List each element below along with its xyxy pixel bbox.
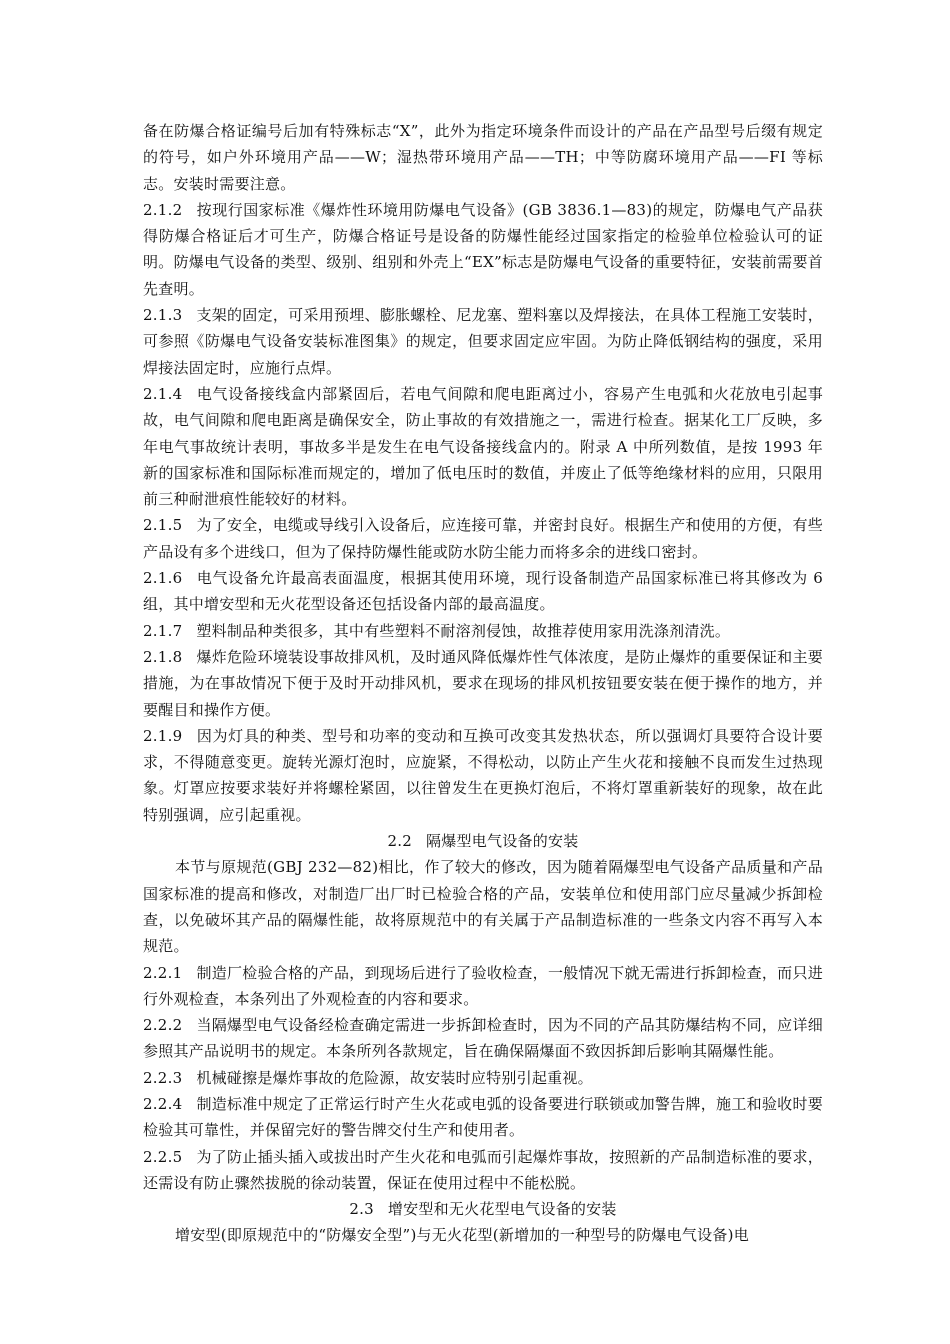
clause-number: 2.1.7 [143, 621, 183, 640]
clause-text: 为了安全，电缆或导线引入设备后，应连接可靠，并密封良好。根据生产和使用的方便，有些产品设有多个进线口，但为了保持防爆性能或防水防尘能力而将多余的进线口密封。 [143, 516, 823, 561]
clause-text: 电气设备允许最高表面温度，根据其使用环境，现行设备制造产品国家标准已将其修改为 6 组，其中增安型和无火花型设备还包括设备内部的最高温度。 [143, 569, 823, 614]
clause-2-1-8 [143, 644, 823, 723]
section-title: 隔爆型电气设备的安装 [426, 832, 579, 851]
clause-2-2-2 [143, 1012, 823, 1065]
clause-text: 支架的固定，可采用预埋、膨胀螺栓、尼龙塞、塑料塞以及焊接法，在具体工程施工安装时，可参照《防爆电气设备安装标准图集》的规定，但要求固定应牢固。为防止降低钢结构的强度，采用焊接法固定时，应施行点焊。 [143, 306, 823, 377]
clause-number: 2.1.9 [143, 726, 183, 745]
section-number: 2.3 [349, 1200, 374, 1219]
intro-continuation: 备在防爆合格证编号后加有特殊标志“X”，此外为指定环境条件而设计的产品在产品型号后缀有规定的符号，如户外环境用产品——W；湿热带环境用产品——TH；中等防腐环境用产品——FI 等标志。安装时需要注意。 [143, 122, 823, 193]
document-page [143, 118, 823, 1249]
clause-text: 当隔爆型电气设备经检查确定需进一步拆卸检查时，因为不同的产品其防爆结构不同，应详细参照其产品说明书的规定。本条所列各款规定，旨在确保隔爆面不致因拆卸后影响其隔爆性能。 [143, 1016, 823, 1061]
clause-number: 2.2.5 [143, 1147, 183, 1166]
clause-text: 为了防止插头插入或拔出时产生火花和电弧而引起爆炸事故，按照新的产品制造标准的要求，还需设有防止骤然拔脱的徐动装置，保证在使用过程中不能松脱。 [143, 1147, 823, 1192]
clause-2-1-7 [143, 618, 823, 644]
section-2-3-intro: 增安型(即原规范中的“防爆安全型”)与无火花型(新增加的一种型号的防爆电气设备)电 [175, 1226, 749, 1245]
clause-2-1-3 [143, 302, 823, 381]
clause-number: 2.1.4 [143, 384, 183, 403]
clause-text: 爆炸危险环境装设事故排风机，及时通风降低爆炸性气体浓度，是防止爆炸的重要保证和主要措施，为在事故情况下便于及时开动排风机，要求在现场的排风机按钮要安装在便于操作的地方，并要醒目和操作方便。 [143, 647, 823, 719]
clause-number: 2.2.1 [143, 963, 183, 982]
clause-2-1-4 [143, 381, 823, 512]
clause-text: 电气设备接线盒内部紧固后，若电气间隙和爬电距离过小，容易产生电弧和火花放电引起事故，电气间隙和爬电距离是确保安全，防止事故的有效措施之一，需进行检查。据某化工厂反映，多年电气事故统计表明，事故多半是发生在电气设备接线盒内的。附录 A 中所列数值，是按 1993 年新的国家标准和国际标准而规定的，增加了低电压时的数值，并废止了低等绝缘材料的应用，只限用前三种耐泄痕性能较好的材料。 [143, 384, 823, 509]
clause-number: 2.1.3 [143, 306, 183, 325]
section-heading-2-3 [143, 1196, 823, 1222]
clause-2-1-2 [143, 197, 823, 302]
clause-2-1-6 [143, 565, 823, 618]
clause-2-1-9 [143, 723, 823, 828]
clause-text: 塑料制品种类很多，其中有些塑料不耐溶剂侵蚀，故推荐使用家用洗涤剂清洗。 [196, 621, 731, 640]
clause-2-2-5 [143, 1144, 823, 1197]
clause-text: 机械碰擦是爆炸事故的危险源，故安装时应特别引起重视。 [196, 1068, 593, 1087]
clause-number: 2.1.5 [143, 516, 183, 535]
section-2-2-intro: 本节与原规范(GBJ 232—82)相比，作了较大的修改，因为随着隔爆型电气设备产品质量和产品国家标准的提高和修改，对制造厂出厂时已检验合格的产品，安装单位和使用部门应尽量减少拆卸检查，以免破坏其产品的隔爆性能，故将原规范中的有关属于产品制造标准的一些条文内容不再写入本规范。 [143, 858, 823, 956]
clause-text: 因为灯具的种类、型号和功率的变动和互换可改变其发热状态，所以强调灯具要符合设计要求，不得随意变更。旋转光源灯泡时，应旋紧，不得松动，以防止产生火花和接触不良而发生过热现象。灯罩应按要求装好并将螺栓紧固，以往曾发生在更换灯泡后，不将灯罩重新装好的现象，故在此特别强调，应引起重视。 [143, 726, 823, 824]
clause-number: 2.2.2 [143, 1016, 183, 1035]
section-number: 2.2 [387, 832, 413, 851]
clause-number: 2.1.6 [143, 569, 183, 588]
clause-number: 2.1.2 [143, 200, 183, 219]
clause-number: 2.2.4 [143, 1094, 183, 1113]
section-heading-2-2 [143, 828, 823, 854]
clause-2-1-5 [143, 512, 823, 565]
clause-2-2-4 [143, 1091, 823, 1144]
clause-text: 按现行国家标准《爆炸性环境用防爆电气设备》(GB 3836.1—83)的规定，防爆电气产品获得防爆合格证后才可生产，防爆合格证号是设备的防爆性能经过国家指定的检验单位检验认可的证明。防爆电气设备的类型、级别、组别和外壳上“EX”标志是防爆电气设备的重要特征，安装前需要首先查明。 [143, 200, 823, 298]
clause-text: 制造厂检验合格的产品，到现场后进行了验收检查，一般情况下就无需进行拆卸检查，而只进行外观检查，本条列出了外观检查的内容和要求。 [143, 963, 823, 1008]
clause-number: 2.2.3 [143, 1068, 183, 1087]
section-title: 增安型和无火花型电气设备的安装 [387, 1200, 617, 1219]
clause-number: 2.1.8 [143, 647, 183, 666]
clause-2-2-3 [143, 1065, 823, 1091]
clause-2-2-1 [143, 960, 823, 1013]
clause-text: 制造标准中规定了正常运行时产生火花或电弧的设备要进行联锁或加警告牌，施工和验收时要检验其可靠性，并保留完好的警告牌交付生产和使用者。 [143, 1094, 823, 1140]
